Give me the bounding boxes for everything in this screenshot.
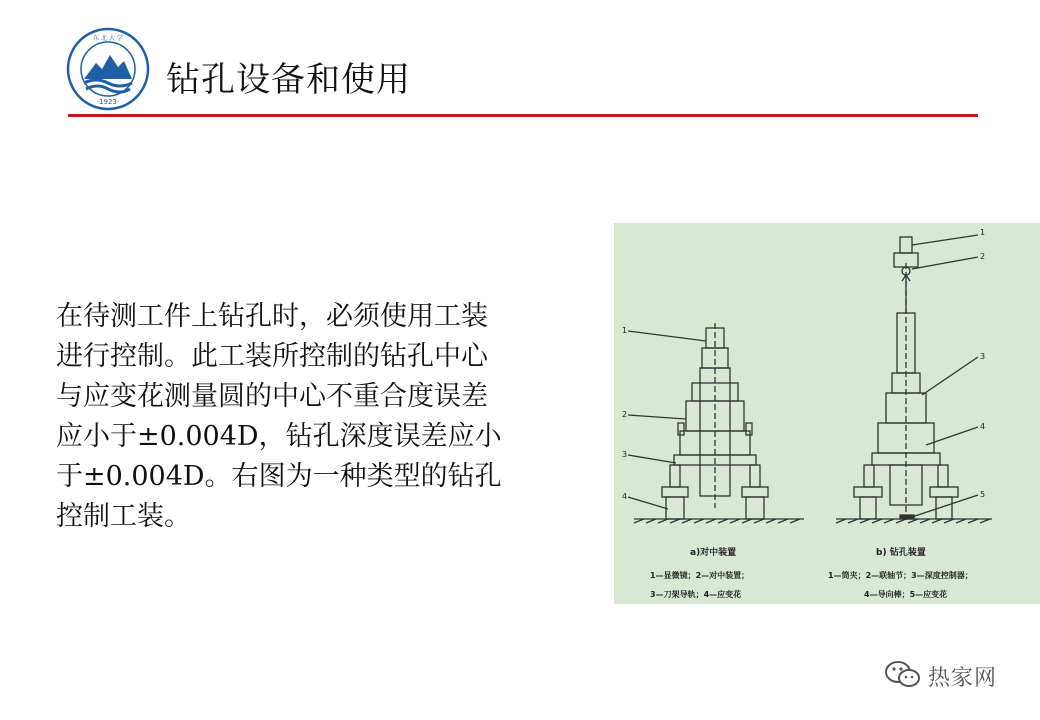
watermark-text: 热家网 <box>928 666 998 691</box>
body-line: 控制工装。 <box>56 501 191 532</box>
figure-legend-right: 4—导向棒；5—应变花 <box>864 590 948 599</box>
svg-text:·1923·: ·1923· <box>96 98 120 106</box>
figure-caption-right: b) 钻孔装置 <box>876 548 926 558</box>
figure-label: 2 <box>980 252 986 261</box>
figure-legend-left: 3—刀架导轨；4—应变花 <box>650 590 742 599</box>
body-paragraph <box>56 297 576 537</box>
figure-label: 3 <box>980 352 986 361</box>
wechat-icon <box>884 660 922 690</box>
svg-text:东 北 大 学: 东 北 大 学 <box>93 35 123 42</box>
title-divider <box>68 114 978 117</box>
figure-label: 3 <box>622 450 628 459</box>
figure-label: 4 <box>622 492 628 501</box>
figure-label: 5 <box>980 490 986 499</box>
body-line: 在待测工件上钻孔时，必须使用工装 <box>56 301 488 332</box>
figure-label: 4 <box>980 422 986 431</box>
university-logo <box>66 27 150 111</box>
watermark <box>880 656 1030 696</box>
body-line: 与应变花测量圆的中心不重合度误差 <box>56 381 488 412</box>
body-line: 应小于±0.004D，钻孔深度误差应小 <box>56 421 502 452</box>
figure-label: 1 <box>622 326 628 335</box>
figure-caption-left: a)对中装置 <box>690 548 737 558</box>
figure-legend-left: 1—显微镜；2—对中装置； <box>650 571 750 580</box>
figure-legend-right: 1—筒夹；2—联轴节；3—深度控制器； <box>828 571 973 580</box>
body-line: 进行控制。此工装所控制的钻孔中心 <box>56 341 488 372</box>
body-line: 于±0.004D。右图为一种类型的钻孔 <box>56 461 502 492</box>
figure-label: 2 <box>622 410 628 419</box>
drilling-fixture-figure <box>614 223 1040 604</box>
page-title: 钻孔设备和使用 <box>166 60 411 100</box>
figure-label: 1 <box>980 228 986 237</box>
